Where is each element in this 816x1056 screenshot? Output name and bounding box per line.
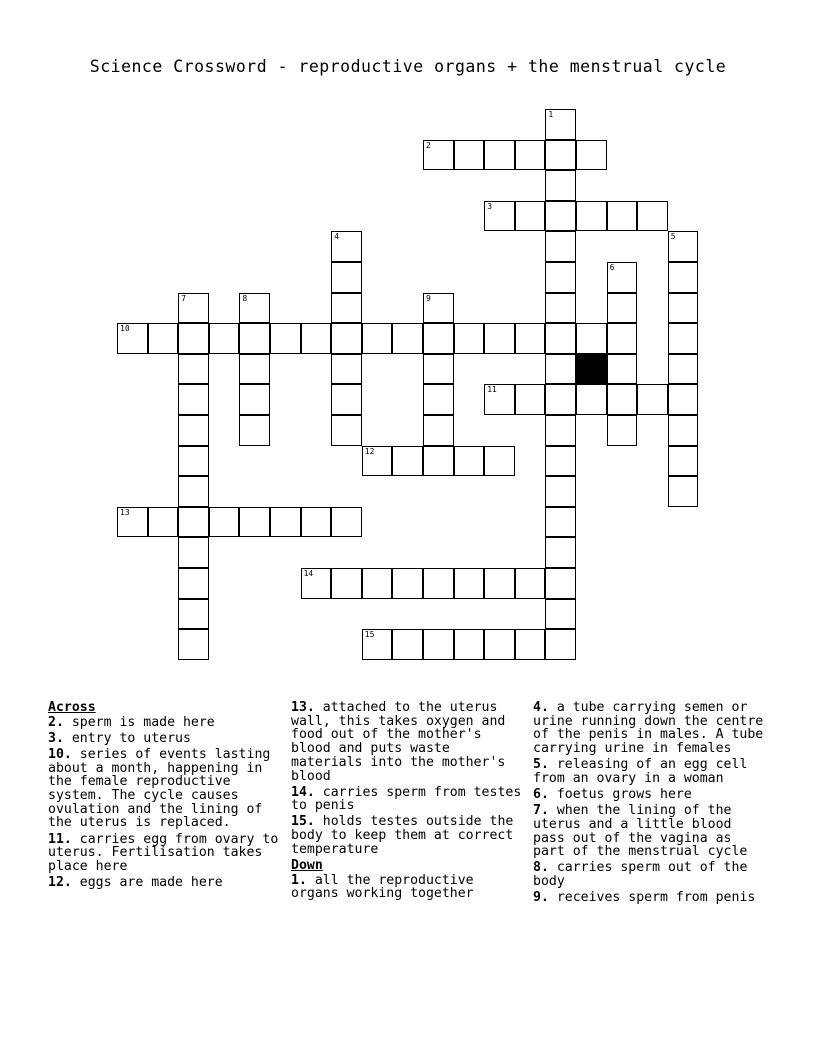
- crossword-cell[interactable]: [117, 323, 148, 354]
- crossword-cell[interactable]: [362, 446, 393, 477]
- crossword-cell[interactable]: [484, 140, 515, 171]
- crossword-cell[interactable]: [178, 446, 209, 477]
- crossword-cell[interactable]: [515, 323, 546, 354]
- clue-text: receives sperm from penis: [548, 890, 756, 906]
- crossword-cell[interactable]: [423, 323, 454, 354]
- crossword-cell[interactable]: [545, 507, 576, 538]
- crossword-cell[interactable]: [362, 323, 393, 354]
- crossword-cell[interactable]: [392, 323, 423, 354]
- crossword-cell[interactable]: [484, 568, 515, 599]
- clue-text: foetus grows here: [548, 787, 692, 802]
- crossword-cell[interactable]: [545, 201, 576, 232]
- crossword-cell[interactable]: [607, 262, 638, 293]
- clue-number-label: 1: [548, 110, 554, 119]
- crossword-cell[interactable]: [331, 262, 362, 293]
- clue-number: 5.: [533, 757, 549, 773]
- clue-number-label: 8: [242, 293, 248, 303]
- crossword-cell[interactable]: [668, 262, 699, 293]
- clue-column-2: [291, 701, 527, 903]
- crossword-cell[interactable]: [454, 446, 485, 477]
- crossword-cell[interactable]: [239, 323, 270, 354]
- crossword-cell[interactable]: [607, 293, 638, 324]
- clue-number: 14.: [291, 784, 315, 800]
- crossword-cell[interactable]: [117, 507, 148, 538]
- crossword-cell[interactable]: [545, 140, 576, 171]
- clue-item: [48, 716, 284, 730]
- crossword-cell[interactable]: [209, 507, 240, 538]
- crossword-cell[interactable]: [576, 201, 607, 232]
- crossword-cell[interactable]: [607, 384, 638, 415]
- clue-item: [48, 876, 284, 890]
- clue-item: [533, 891, 769, 905]
- crossword-cell[interactable]: [668, 293, 699, 324]
- clue-number-label: 15: [364, 630, 375, 640]
- clue-text: sperm is made here: [63, 714, 215, 730]
- crossword-cell[interactable]: [362, 629, 393, 660]
- crossword-cell[interactable]: [545, 568, 576, 599]
- crossword-cell[interactable]: [576, 140, 607, 171]
- blocked-cell: [576, 354, 607, 385]
- clue-item: [291, 874, 527, 901]
- crossword-cell[interactable]: [423, 293, 454, 324]
- crossword-cell[interactable]: [607, 415, 638, 446]
- crossword-cell[interactable]: [545, 323, 576, 354]
- crossword-cell[interactable]: [545, 109, 576, 140]
- clue-number: 9.: [533, 890, 549, 906]
- clue-text: all the reproductive organs working together: [291, 872, 474, 902]
- crossword-cell[interactable]: [668, 354, 699, 385]
- crossword-cell[interactable]: [545, 629, 576, 660]
- clue-number: 3.: [48, 730, 64, 746]
- crossword-cell[interactable]: [178, 293, 209, 324]
- crossword-cell[interactable]: [545, 170, 576, 201]
- crossword-cell[interactable]: [178, 599, 209, 630]
- crossword-cell[interactable]: [515, 629, 546, 660]
- clue-number: 7.: [533, 803, 549, 819]
- crossword-cell[interactable]: [178, 568, 209, 599]
- crossword-cell[interactable]: [423, 568, 454, 599]
- crossword-cell[interactable]: [545, 384, 576, 415]
- clue-number: 8.: [533, 860, 549, 876]
- crossword-cell[interactable]: [331, 568, 362, 599]
- clue-number-label: 6: [609, 263, 615, 272]
- crossword-cell[interactable]: [301, 568, 332, 599]
- clue-text: attached to the uterus wall, this takes oxygen and food out of the mother's blood and puts waste materials into the mother's blood: [291, 700, 506, 784]
- crossword-cell[interactable]: [178, 415, 209, 446]
- clue-item: [533, 758, 769, 785]
- clue-number: 13.: [291, 700, 315, 715]
- crossword-cell[interactable]: [484, 384, 515, 415]
- crossword-cell[interactable]: [239, 293, 270, 324]
- crossword-cell[interactable]: [239, 354, 270, 385]
- crossword-cell[interactable]: [515, 201, 546, 232]
- crossword-cell[interactable]: [576, 323, 607, 354]
- clue-number-label: 9: [426, 293, 431, 303]
- clue-text: eggs are made here: [71, 875, 223, 890]
- clue-number: 12.: [48, 875, 72, 890]
- crossword-cell[interactable]: [637, 201, 668, 232]
- crossword-cell[interactable]: [178, 323, 209, 354]
- clue-number-label: 4: [334, 232, 340, 242]
- clue-number-label: 7: [181, 293, 187, 303]
- crossword-cell[interactable]: [239, 384, 270, 415]
- crossword-cell[interactable]: [148, 323, 179, 354]
- crossword-cell[interactable]: [515, 384, 546, 415]
- clue-number: 11.: [48, 831, 72, 847]
- crossword-cell[interactable]: [178, 354, 209, 385]
- clue-item: [291, 786, 527, 813]
- clue-text: a tube carrying semen or urine running down the centre of the penis in males. A tube carrying urine in females: [533, 700, 764, 757]
- crossword-cell[interactable]: [178, 476, 209, 507]
- clue-text: series of events lasting about a month, happening in the female reproductive system. The cycle causes ovulation and the lining of the uterus is replaced.: [48, 746, 271, 831]
- crossword-cell[interactable]: [545, 262, 576, 293]
- crossword-cell[interactable]: [392, 629, 423, 660]
- clue-number-label: 10: [120, 324, 130, 334]
- crossword-cell[interactable]: [239, 415, 270, 446]
- crossword-cell[interactable]: [331, 415, 362, 446]
- crossword-cell[interactable]: [362, 568, 393, 599]
- crossword-cell[interactable]: [331, 323, 362, 354]
- clue-column-3: [533, 701, 769, 907]
- clue-number-label: 5: [670, 232, 676, 242]
- crossword-cell[interactable]: [668, 384, 699, 415]
- clue-number: 2.: [48, 714, 64, 730]
- crossword-cell[interactable]: [331, 384, 362, 415]
- clue-item: [533, 804, 769, 859]
- clue-number: 6.: [533, 787, 549, 802]
- crossword-cell[interactable]: [423, 415, 454, 446]
- crossword-cell[interactable]: [331, 293, 362, 324]
- crossword-cell[interactable]: [423, 140, 454, 171]
- crossword-cell[interactable]: [545, 231, 576, 262]
- crossword-cell[interactable]: [454, 629, 485, 660]
- crossword-cell[interactable]: [423, 354, 454, 385]
- clue-number-label: 11: [487, 385, 497, 395]
- crossword-cell[interactable]: [239, 507, 270, 538]
- crossword-cell[interactable]: [515, 140, 546, 171]
- crossword-cell[interactable]: [484, 629, 515, 660]
- crossword-cell[interactable]: [392, 568, 423, 599]
- clue-number-label: 2: [426, 140, 431, 150]
- crossword-cell[interactable]: [668, 415, 699, 446]
- crossword-cell[interactable]: [270, 507, 301, 538]
- crossword-cell[interactable]: [545, 293, 576, 324]
- crossword-cell[interactable]: [484, 201, 515, 232]
- crossword-cell[interactable]: [423, 629, 454, 660]
- crossword-cell[interactable]: [209, 323, 240, 354]
- clue-item: [291, 701, 527, 783]
- clue-item: [48, 833, 284, 874]
- clue-item: [533, 701, 769, 756]
- clue-text: carries sperm from testes to penis: [291, 784, 522, 814]
- crossword-cell[interactable]: [668, 323, 699, 354]
- crossword-cell[interactable]: [637, 384, 668, 415]
- crossword-cell[interactable]: [545, 415, 576, 446]
- crossword-cell[interactable]: [545, 537, 576, 568]
- crossword-cell[interactable]: [484, 446, 515, 477]
- crossword-cell[interactable]: [607, 201, 638, 232]
- clue-item: [48, 748, 284, 830]
- across-heading: Across: [48, 700, 96, 715]
- clue-number-label: 3: [487, 201, 493, 211]
- crossword-cell[interactable]: [454, 568, 485, 599]
- crossword-cell[interactable]: [392, 446, 423, 477]
- crossword-cell[interactable]: [148, 507, 179, 538]
- crossword-cell[interactable]: [178, 537, 209, 568]
- crossword-cell[interactable]: [331, 354, 362, 385]
- crossword-cell[interactable]: [515, 568, 546, 599]
- crossword-cell[interactable]: [301, 323, 332, 354]
- clue-text: carries egg from ovary to uterus. Fertilisation takes place here: [48, 831, 279, 874]
- clue-number: 4.: [533, 700, 549, 715]
- crossword-cell[interactable]: [178, 629, 209, 660]
- crossword-cell[interactable]: [545, 599, 576, 630]
- clue-number-label: 12: [364, 446, 375, 456]
- crossword-cell[interactable]: [423, 384, 454, 415]
- crossword-cell[interactable]: [545, 354, 576, 385]
- clue-number-label: 13: [120, 507, 130, 517]
- crossword-cell[interactable]: [576, 384, 607, 415]
- clue-item: [291, 815, 527, 856]
- clue-number: 1.: [291, 872, 307, 888]
- clue-text: releasing of an egg cell from an ovary in a woman: [533, 757, 748, 786]
- crossword-cell[interactable]: [178, 384, 209, 415]
- crossword-cell[interactable]: [178, 507, 209, 538]
- crossword-cell[interactable]: [668, 446, 699, 477]
- crossword-cell[interactable]: [607, 323, 638, 354]
- crossword-cell[interactable]: [331, 231, 362, 262]
- crossword-cell[interactable]: [484, 323, 515, 354]
- crossword-cell[interactable]: [331, 507, 362, 538]
- clue-text: entry to uterus: [63, 730, 191, 746]
- clue-number: 15.: [291, 814, 315, 830]
- clue-column-1: [48, 701, 284, 892]
- crossword-cell[interactable]: [454, 140, 485, 171]
- crossword-cell[interactable]: [668, 231, 699, 262]
- clue-text: holds testes outside the body to keep them at correct temperature: [291, 814, 514, 857]
- crossword-cell[interactable]: [423, 446, 454, 477]
- clue-item: [533, 788, 769, 802]
- crossword-cell[interactable]: [668, 476, 699, 507]
- clue-text: when the lining of the uterus and a little blood pass out of the vagina as part of the menstrual cycle: [533, 803, 748, 860]
- clue-item: [533, 861, 769, 888]
- crossword-cell[interactable]: [607, 354, 638, 385]
- clue-text: carries sperm out of the body: [533, 860, 748, 889]
- crossword-cell[interactable]: [545, 476, 576, 507]
- crossword-cell[interactable]: [545, 446, 576, 477]
- clue-number: 10.: [48, 746, 72, 762]
- crossword-cell[interactable]: [270, 323, 301, 354]
- clue-item: [48, 732, 284, 746]
- clue-number-label: 14: [303, 569, 314, 578]
- page-title: Science Crossword - reproductive organs + the menstrual cycle: [89, 57, 727, 76]
- crossword-cell[interactable]: [454, 323, 485, 354]
- down-heading: Down: [291, 857, 323, 873]
- crossword-cell[interactable]: [301, 507, 332, 538]
